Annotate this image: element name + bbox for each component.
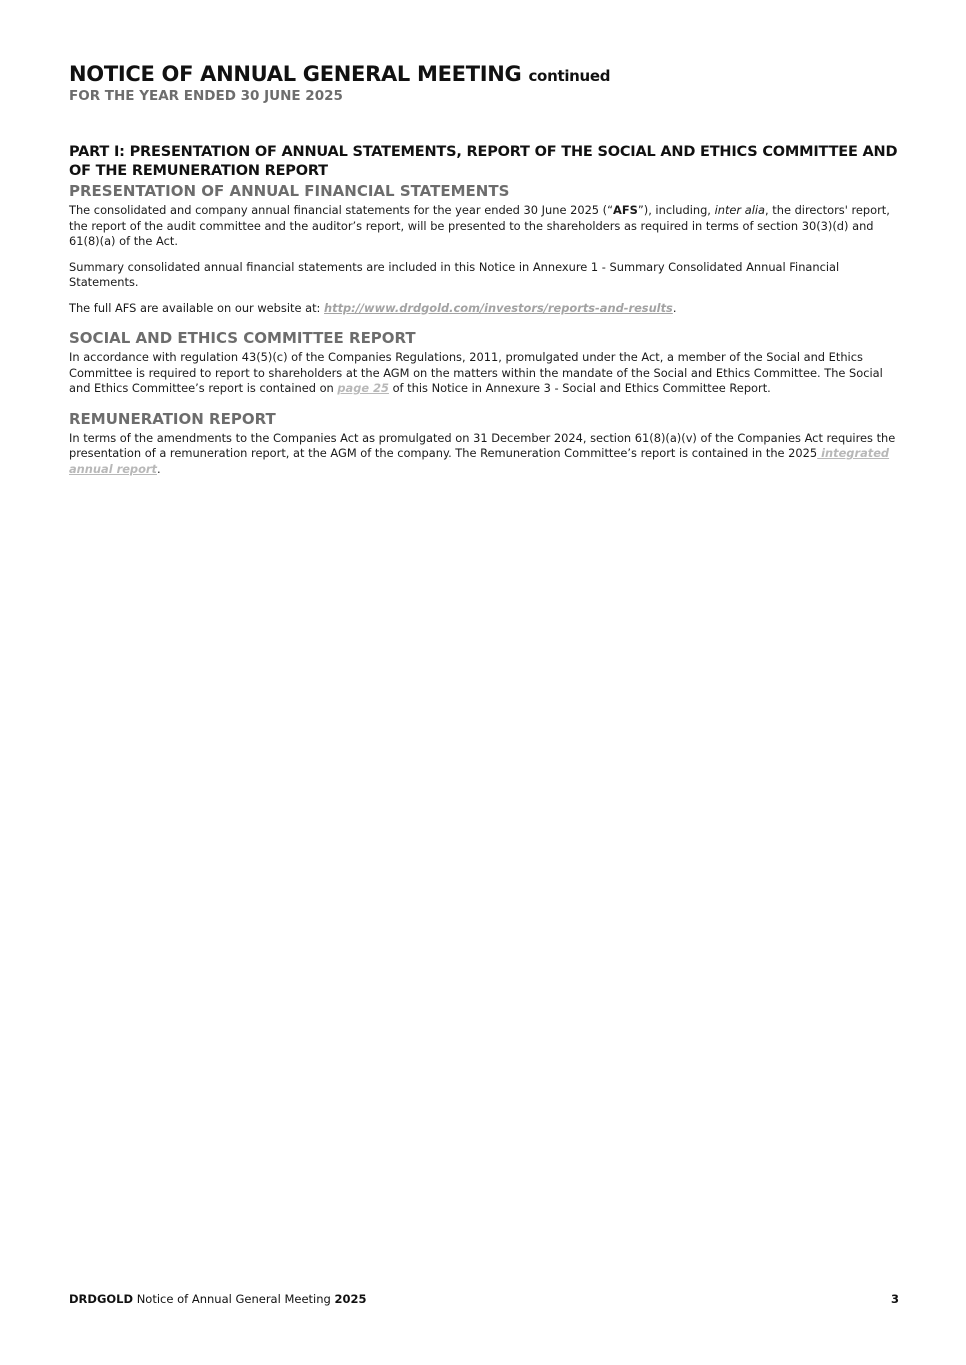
- page-title-suffix: continued: [528, 67, 611, 85]
- afs-abbreviation: AFS: [613, 203, 638, 217]
- page-title-text: NOTICE OF ANNUAL GENERAL MEETING: [69, 62, 522, 86]
- afs-paragraph-2: Summary consolidated annual financial statements are included in this Notice in Annexure 1 - Summary Consolidated Annual Financial Statements.: [69, 259, 840, 289]
- part-heading: PART I: PRESENTATION OF ANNUAL STATEMENTS, REPORT OF THE SOCIAL AND ETHICS COMMITTEE AND OF THE REMUNERATION REPORT: [69, 144, 898, 179]
- page-footer: [69, 1291, 899, 1307]
- footer-year: 2025: [334, 1292, 367, 1306]
- footer-doc-name: Notice of Annual General Meeting: [133, 1292, 335, 1306]
- afs-p1-text-e: , the directors' report, the report of the audit committee and the auditor’s report, will be presented to the shareholders as required in terms of section 30(3)(d) and 61(8)(a) of the Act.: [69, 203, 890, 248]
- afs-p1-italic: inter alia: [714, 203, 766, 217]
- remuneration-p1-text-b: .: [156, 461, 161, 476]
- afs-p1-text-c: ”), including,: [637, 203, 715, 217]
- page-25-link[interactable]: page 25: [337, 381, 389, 395]
- afs-section-heading: PRESENTATION OF ANNUAL FINANCIAL STATEMENTS: [69, 182, 510, 200]
- afs-p1-text-a: The consolidated and company annual financial statements for the year ended 30 June 2025 (“: [69, 203, 614, 217]
- remuneration-paragraph-1: [69, 431, 899, 478]
- integrated-annual-report-link[interactable]: integrated annual report: [69, 446, 890, 476]
- footer-brand: DRDGOLD: [69, 1292, 134, 1306]
- social-p1-text-b: of this Notice in Annexure 3 - Social and Ethics Committee Report.: [388, 381, 771, 395]
- page-number: 3: [890, 1292, 899, 1306]
- afs-p3-text-a: The full AFS are available on our website at:: [69, 300, 325, 315]
- afs-paragraph-1: [69, 203, 899, 250]
- afs-website-link[interactable]: http://www.drdgold.com/investors/reports-and-results: [324, 300, 673, 315]
- remuneration-p1-text-a: In terms of the amendments to the Companies Act as promulgated on 31 December 2024, section 61(8)(a)(v) of the Companies Act requires the presentation of a remuneration report, at the AGM of the company. The Remuneration Committee’s report is contained in the 2025: [69, 430, 896, 460]
- page-content: [69, 62, 899, 487]
- remuneration-section-heading: REMUNERATION REPORT: [69, 409, 276, 428]
- social-p1-text-a: In accordance with regulation 43(5)(c) of the Companies Regulations, 2011, promulgated under the Act, a member of the Social and Ethics Committee is required to report to shareholders at the AGM on the matters within the mandate of the Social and Ethics Committee. The Social and Ethics Committee’s report is contained on: [69, 350, 883, 395]
- page-title: [69, 62, 899, 88]
- afs-p3-text-b: .: [672, 300, 677, 315]
- social-section-heading: SOCIAL AND ETHICS COMMITTEE REPORT: [69, 329, 416, 347]
- social-paragraph-1: [69, 350, 899, 397]
- page-subtitle: FOR THE YEAR ENDED 30 JUNE 2025: [69, 88, 343, 104]
- afs-paragraph-3: [69, 301, 899, 317]
